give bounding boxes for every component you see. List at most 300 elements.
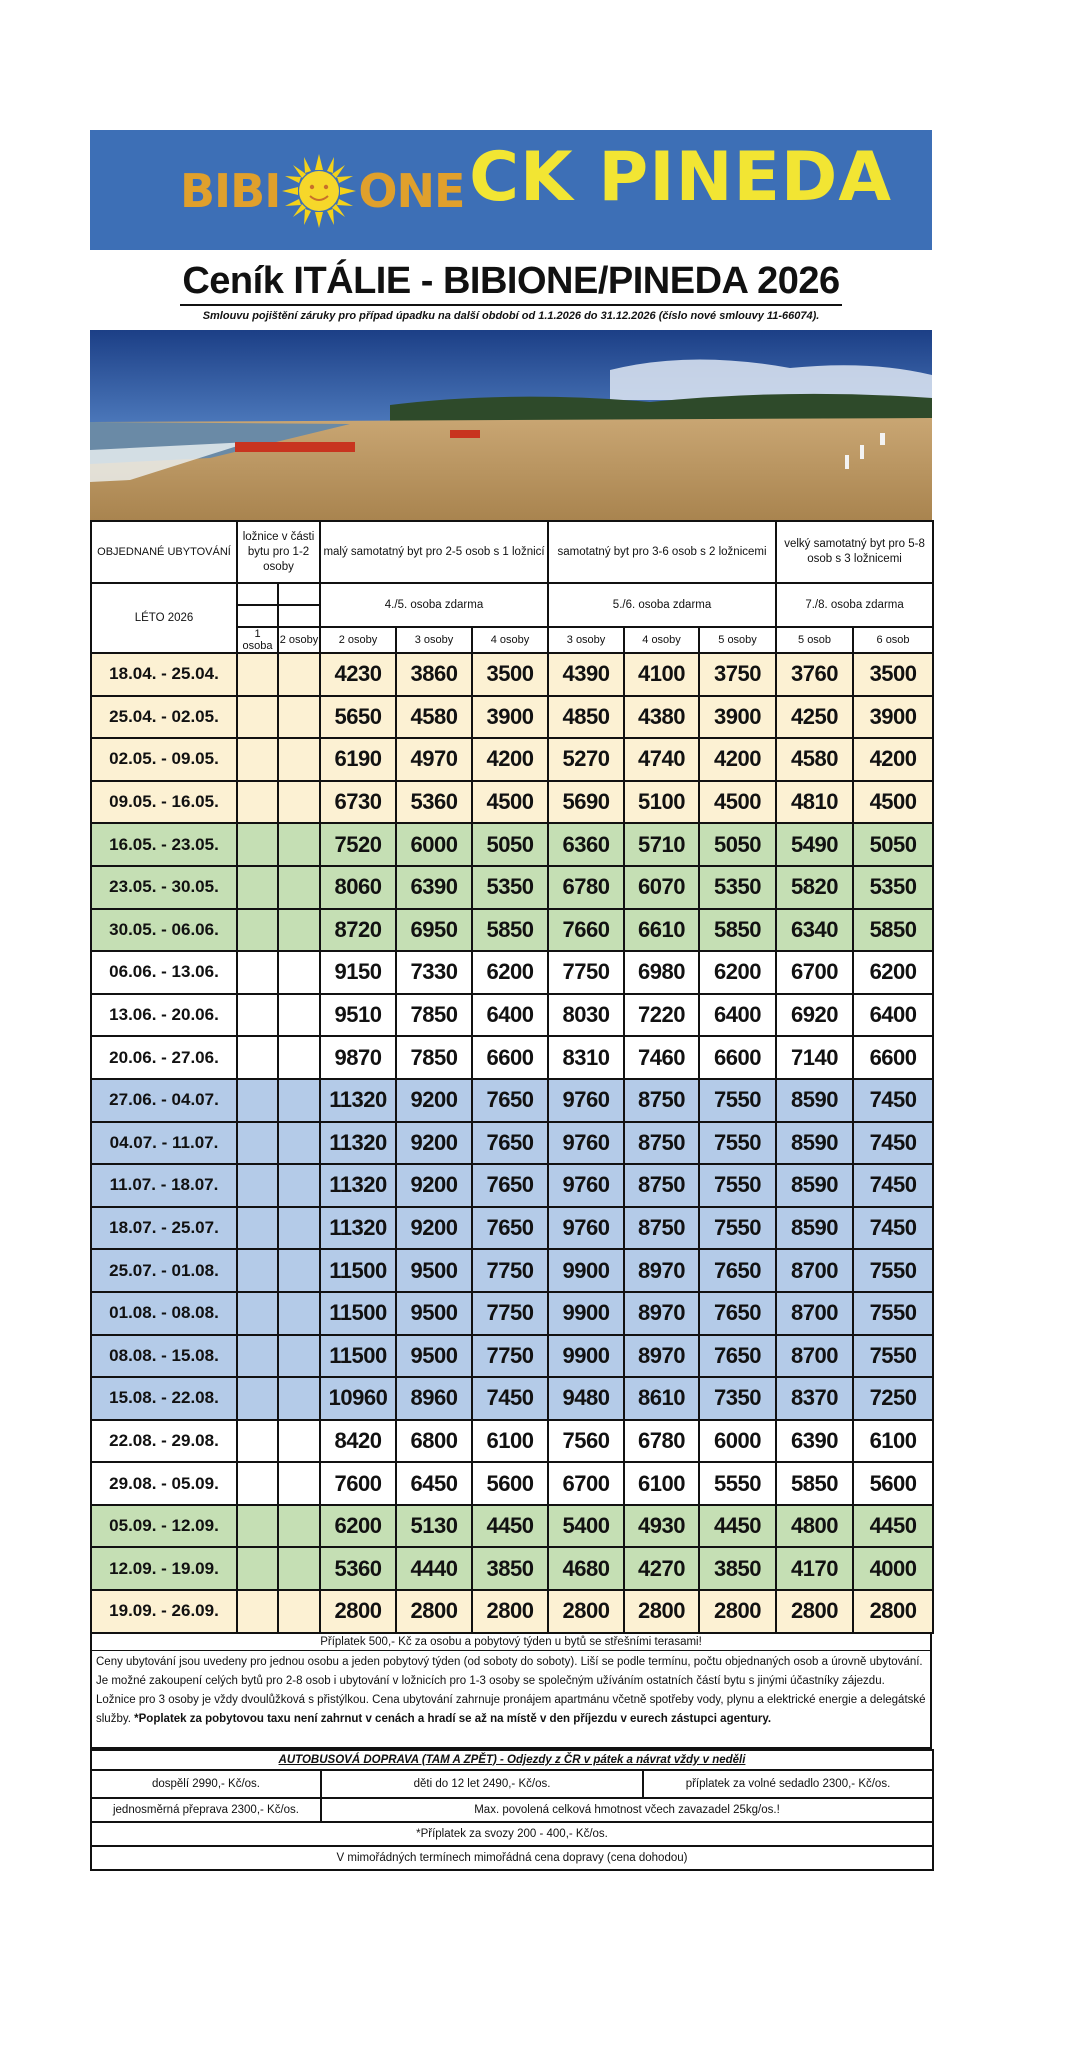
price-cell: 4270 (624, 1547, 699, 1590)
bedroom-price-empty (237, 1207, 278, 1250)
persons-header: 3 osoby (396, 627, 472, 653)
price-cell: 6200 (699, 951, 776, 994)
price-cell: 6700 (548, 1462, 624, 1505)
price-cell: 9900 (548, 1335, 624, 1378)
price-cell: 7750 (472, 1249, 548, 1292)
bedroom-price-empty (237, 994, 278, 1037)
tax-note: *Poplatek za pobytovou taxu není zahrnut v cenách a hradí se až na místě v den příjezdu v eurech zástupci agentury. (134, 1712, 772, 1725)
bedroom-price-empty (278, 1164, 320, 1207)
price-cell: 4200 (853, 738, 933, 781)
bedroom-price-empty (278, 823, 320, 866)
price-cell: 10960 (320, 1377, 396, 1420)
notes-body: Ceny ubytování jsou uvedeny pro jednou osobu a jeden pobytový týden (od soboty do soboty). Liší se podle termínu, počtu objednaných osob a úrovně ubytování. Je možné zakoupení celých bytů pro 2-8 osob i ubytování v ložnicích pro 1-3 osoby se společným užíváním ostatních částí bytu s jinými účastníky zájezdu. Ložnice pro 3 osoby je vždy dvoulůžková s přistýlkou. Cena ubytování zahrnuje pronájem apartmánu včetně spotřeby vody, plynu a elektrické energie a delegátské služby. (96, 1655, 926, 1725)
price-cell: 7750 (472, 1292, 548, 1335)
price-cell: 4580 (396, 696, 472, 739)
price-cell: 4100 (624, 653, 699, 696)
price-cell: 7650 (472, 1164, 548, 1207)
pickup-note: *Příplatek za svozy 200 - 400,- Kč/os. (91, 1822, 933, 1846)
header-season: LÉTO 2026 (91, 583, 237, 653)
bedroom-price-empty (237, 1036, 278, 1079)
price-cell: 3750 (699, 653, 776, 696)
bedroom-price-empty (237, 909, 278, 952)
price-cell: 5650 (320, 696, 396, 739)
price-row (91, 1547, 933, 1590)
price-cell: 11320 (320, 1164, 396, 1207)
price-cell: 9500 (396, 1335, 472, 1378)
price-row (91, 1335, 933, 1378)
price-cell: 9200 (396, 1207, 472, 1250)
bedroom-price-empty (278, 1505, 320, 1548)
price-cell: 7650 (699, 1335, 776, 1378)
persons-header: 4 osoby (472, 627, 548, 653)
price-cell: 8590 (776, 1164, 853, 1207)
price-cell: 3900 (472, 696, 548, 739)
bedroom-price-empty (237, 653, 278, 696)
header-free-large: 7./8. osoba zdarma (776, 583, 933, 627)
bedroom-price-empty (278, 1249, 320, 1292)
bedroom-price-empty (278, 738, 320, 781)
notes-block (90, 1634, 932, 1749)
price-cell: 4440 (396, 1547, 472, 1590)
price-cell: 3850 (472, 1547, 548, 1590)
price-cell: 7250 (853, 1377, 933, 1420)
price-cell: 6100 (472, 1420, 548, 1463)
price-cell: 6920 (776, 994, 853, 1037)
bedroom-price-empty (278, 1207, 320, 1250)
bedroom-price-empty (278, 1547, 320, 1590)
price-cell: 6360 (548, 823, 624, 866)
price-cell: 8030 (548, 994, 624, 1037)
price-cell: 8590 (776, 1207, 853, 1250)
price-cell: 9200 (396, 1164, 472, 1207)
price-row (91, 653, 933, 696)
price-cell: 4580 (776, 738, 853, 781)
price-cell: 6400 (699, 994, 776, 1037)
price-row (91, 951, 933, 994)
bedroom-price-empty (278, 1462, 320, 1505)
date-range: 20.06. - 27.06. (91, 1036, 237, 1079)
price-cell: 6400 (853, 994, 933, 1037)
bedroom-price-empty (278, 1079, 320, 1122)
price-cell: 6000 (699, 1420, 776, 1463)
price-cell: 9500 (396, 1249, 472, 1292)
price-cell: 8750 (624, 1164, 699, 1207)
date-range: 18.07. - 25.07. (91, 1207, 237, 1250)
price-list-sheet (90, 130, 932, 1871)
date-range: 22.08. - 29.08. (91, 1420, 237, 1463)
price-cell: 8970 (624, 1249, 699, 1292)
header-bedroom: ložnice v části bytu pro 1-2 osoby (237, 521, 320, 583)
price-row (91, 1505, 933, 1548)
price-cell: 5270 (548, 738, 624, 781)
date-range: 11.07. - 18.07. (91, 1164, 237, 1207)
price-cell: 8750 (624, 1079, 699, 1122)
price-cell: 2800 (472, 1590, 548, 1633)
header-large-apartment: velký samotatný byt pro 5-8 osob s 3 ložnicemi (776, 521, 933, 583)
price-row (91, 1207, 933, 1250)
price-cell: 7650 (472, 1079, 548, 1122)
price-cell: 6100 (624, 1462, 699, 1505)
price-cell: 8970 (624, 1292, 699, 1335)
price-cell: 9500 (396, 1292, 472, 1335)
date-range: 25.04. - 02.05. (91, 696, 237, 739)
price-cell: 7550 (699, 1079, 776, 1122)
price-cell: 6390 (776, 1420, 853, 1463)
price-cell: 6600 (699, 1036, 776, 1079)
date-range: 04.07. - 11.07. (91, 1122, 237, 1165)
price-cell: 6200 (472, 951, 548, 994)
price-cell: 7450 (853, 1207, 933, 1250)
price-cell: 4000 (853, 1547, 933, 1590)
price-cell: 7550 (699, 1164, 776, 1207)
price-cell: 7140 (776, 1036, 853, 1079)
header-ordered: OBJEDNANÉ UBYTOVÁNÍ (91, 521, 237, 583)
header-blank (237, 583, 278, 605)
price-cell: 5400 (548, 1505, 624, 1548)
price-cell: 5550 (699, 1462, 776, 1505)
bedroom-price-empty (237, 1505, 278, 1548)
price-cell: 4390 (548, 653, 624, 696)
fare-seat: příplatek za volné sedadlo 2300,- Kč/os. (643, 1770, 933, 1798)
price-cell: 8720 (320, 909, 396, 952)
price-cell: 6600 (853, 1036, 933, 1079)
price-cell: 4970 (396, 738, 472, 781)
price-cell: 11320 (320, 1079, 396, 1122)
price-cell: 4800 (776, 1505, 853, 1548)
price-cell: 2800 (699, 1590, 776, 1633)
price-cell: 6780 (624, 1420, 699, 1463)
price-cell: 4810 (776, 781, 853, 824)
price-cell: 5600 (472, 1462, 548, 1505)
bedroom-price-empty (237, 1547, 278, 1590)
price-cell: 4850 (548, 696, 624, 739)
price-cell: 8370 (776, 1377, 853, 1420)
price-row (91, 1377, 933, 1420)
price-row (91, 1420, 933, 1463)
persons-header: 3 osoby (548, 627, 624, 653)
price-cell: 5710 (624, 823, 699, 866)
transport-title: AUTOBUSOVÁ DOPRAVA (TAM A ZPĚT) - Odjezdy z ČR v pátek a návrat vždy v neděli (91, 1750, 933, 1770)
bedroom-price-empty (237, 1122, 278, 1165)
price-row (91, 866, 933, 909)
price-cell: 5820 (776, 866, 853, 909)
price-cell: 4380 (624, 696, 699, 739)
price-cell: 5850 (699, 909, 776, 952)
price-cell: 6800 (396, 1420, 472, 1463)
price-cell: 5050 (472, 823, 548, 866)
price-cell: 8590 (776, 1122, 853, 1165)
bedroom-price-empty (237, 866, 278, 909)
price-cell: 4680 (548, 1547, 624, 1590)
price-cell: 3900 (699, 696, 776, 739)
fare-children: děti do 12 let 2490,- Kč/os. (321, 1770, 643, 1798)
bedroom-price-empty (237, 1590, 278, 1633)
price-row (91, 1122, 933, 1165)
price-cell: 9150 (320, 951, 396, 994)
header-blank (278, 583, 320, 605)
price-cell: 2800 (396, 1590, 472, 1633)
price-cell: 8590 (776, 1079, 853, 1122)
banner (90, 130, 932, 250)
bedroom-price-empty (237, 781, 278, 824)
price-cell: 5130 (396, 1505, 472, 1548)
price-cell: 7850 (396, 1036, 472, 1079)
date-range: 23.05. - 30.05. (91, 866, 237, 909)
price-cell: 9760 (548, 1164, 624, 1207)
bedroom-price-empty (237, 738, 278, 781)
bedroom-price-empty (278, 1420, 320, 1463)
price-cell: 3850 (699, 1547, 776, 1590)
price-cell: 6200 (853, 951, 933, 994)
price-cell: 7600 (320, 1462, 396, 1505)
price-row (91, 1079, 933, 1122)
luggage-note: Max. povolená celková hmotnost včech zavazadel 25kg/os.! (321, 1798, 933, 1822)
price-cell: 8060 (320, 866, 396, 909)
price-row (91, 1292, 933, 1335)
bedroom-price-empty (237, 1462, 278, 1505)
price-cell: 7550 (853, 1335, 933, 1378)
persons-header: 2 osoby (320, 627, 396, 653)
extra-dates-note: V mimořádných termínech mimořádná cena dopravy (cena dohodou) (91, 1846, 933, 1870)
date-range: 09.05. - 16.05. (91, 781, 237, 824)
price-cell: 7460 (624, 1036, 699, 1079)
bedroom-price-empty (237, 696, 278, 739)
price-cell: 6700 (776, 951, 853, 994)
logo-text-right: ONE (358, 164, 465, 218)
price-cell: 9510 (320, 994, 396, 1037)
price-cell: 2800 (776, 1590, 853, 1633)
date-range: 15.08. - 22.08. (91, 1377, 237, 1420)
persons-header: 1 osoba (237, 627, 278, 653)
price-cell: 8750 (624, 1122, 699, 1165)
price-cell: 7330 (396, 951, 472, 994)
fare-adults: dospělí 2990,- Kč/os. (91, 1770, 321, 1798)
bedroom-price-empty (278, 951, 320, 994)
price-row (91, 1036, 933, 1079)
fare-oneway: jednosměrná přeprava 2300,- Kč/os. (91, 1798, 321, 1822)
price-cell: 7550 (699, 1207, 776, 1250)
bedroom-price-empty (237, 951, 278, 994)
price-row (91, 738, 933, 781)
price-cell: 3500 (853, 653, 933, 696)
price-cell: 5850 (472, 909, 548, 952)
price-cell: 6070 (624, 866, 699, 909)
date-range: 27.06. - 04.07. (91, 1079, 237, 1122)
page-title: Ceník ITÁLIE - BIBIONE/PINEDA 2026 (180, 258, 841, 306)
bedroom-price-empty (237, 1249, 278, 1292)
bedroom-price-empty (237, 1335, 278, 1378)
price-cell: 6340 (776, 909, 853, 952)
price-cell: 7450 (472, 1377, 548, 1420)
bedroom-price-empty (278, 1377, 320, 1420)
price-cell: 9480 (548, 1377, 624, 1420)
price-row (91, 1462, 933, 1505)
price-cell: 7750 (548, 951, 624, 994)
price-cell: 5600 (853, 1462, 933, 1505)
bedroom-price-empty (278, 1335, 320, 1378)
price-cell: 5850 (776, 1462, 853, 1505)
price-cell: 9200 (396, 1079, 472, 1122)
price-cell: 7750 (472, 1335, 548, 1378)
price-cell: 6200 (320, 1505, 396, 1548)
price-cell: 6100 (853, 1420, 933, 1463)
price-cell: 8420 (320, 1420, 396, 1463)
bedroom-price-empty (278, 1292, 320, 1335)
price-cell: 6450 (396, 1462, 472, 1505)
price-cell: 7650 (472, 1122, 548, 1165)
price-cell: 7550 (853, 1249, 933, 1292)
price-cell: 4930 (624, 1505, 699, 1548)
bedroom-price-empty (237, 1292, 278, 1335)
price-cell: 9760 (548, 1207, 624, 1250)
price-cell: 4230 (320, 653, 396, 696)
price-cell: 6400 (472, 994, 548, 1037)
price-cell: 11320 (320, 1207, 396, 1250)
price-cell: 3760 (776, 653, 853, 696)
price-cell: 4250 (776, 696, 853, 739)
bedroom-price-empty (278, 653, 320, 696)
date-range: 16.05. - 23.05. (91, 823, 237, 866)
price-rows (91, 653, 933, 1633)
price-cell: 8700 (776, 1335, 853, 1378)
date-range: 02.05. - 09.05. (91, 738, 237, 781)
header-blank (237, 605, 278, 627)
header-free-small: 4./5. osoba zdarma (320, 583, 548, 627)
price-cell: 5360 (320, 1547, 396, 1590)
price-cell: 8310 (548, 1036, 624, 1079)
price-cell: 8970 (624, 1335, 699, 1378)
price-cell: 11320 (320, 1122, 396, 1165)
price-cell: 7450 (853, 1164, 933, 1207)
price-cell: 9870 (320, 1036, 396, 1079)
persons-header: 4 osoby (624, 627, 699, 653)
price-cell: 7660 (548, 909, 624, 952)
price-cell: 9900 (548, 1292, 624, 1335)
price-cell: 2800 (624, 1590, 699, 1633)
persons-header: 6 osob (853, 627, 933, 653)
price-cell: 8610 (624, 1377, 699, 1420)
brand-name: CK PINEDA (469, 138, 892, 217)
price-row (91, 823, 933, 866)
header-small-apartment: malý samotatný byt pro 2-5 osob s 1 ložnicí (320, 521, 548, 583)
price-cell: 7450 (853, 1122, 933, 1165)
price-cell: 7350 (699, 1377, 776, 1420)
price-cell: 6950 (396, 909, 472, 952)
price-row (91, 1164, 933, 1207)
price-cell: 5350 (472, 866, 548, 909)
price-cell: 4500 (472, 781, 548, 824)
price-cell: 7560 (548, 1420, 624, 1463)
price-cell: 7650 (699, 1249, 776, 1292)
bedroom-price-empty (278, 994, 320, 1037)
bedroom-price-empty (237, 1420, 278, 1463)
bedroom-price-empty (237, 1377, 278, 1420)
date-range: 06.06. - 13.06. (91, 951, 237, 994)
price-row (91, 1590, 933, 1633)
price-cell: 11500 (320, 1292, 396, 1335)
price-cell: 6610 (624, 909, 699, 952)
price-cell: 5850 (853, 909, 933, 952)
date-range: 18.04. - 25.04. (91, 653, 237, 696)
price-row (91, 909, 933, 952)
price-cell: 4170 (776, 1547, 853, 1590)
price-cell: 8750 (624, 1207, 699, 1250)
price-cell: 6390 (396, 866, 472, 909)
price-cell: 4500 (853, 781, 933, 824)
price-cell: 5350 (853, 866, 933, 909)
price-cell: 8700 (776, 1249, 853, 1292)
price-cell: 6600 (472, 1036, 548, 1079)
price-cell: 5100 (624, 781, 699, 824)
date-range: 05.09. - 12.09. (91, 1505, 237, 1548)
price-cell: 4740 (624, 738, 699, 781)
price-cell: 7650 (472, 1207, 548, 1250)
price-cell: 2800 (320, 1590, 396, 1633)
price-cell: 5690 (548, 781, 624, 824)
bedroom-price-empty (278, 696, 320, 739)
price-cell: 2800 (853, 1590, 933, 1633)
roof-terrace-note: Příplatek 500,- Kč za osobu a pobytový týden u bytů se střešními terasami! (92, 1634, 930, 1651)
price-cell: 11500 (320, 1335, 396, 1378)
price-cell: 3500 (472, 653, 548, 696)
price-cell: 4200 (472, 738, 548, 781)
date-range: 08.08. - 15.08. (91, 1335, 237, 1378)
price-cell: 6780 (548, 866, 624, 909)
price-cell: 5050 (699, 823, 776, 866)
price-row (91, 994, 933, 1037)
price-row (91, 781, 933, 824)
header-apartment: samotatný byt pro 3-6 osob s 2 ložnicemi (548, 521, 776, 583)
price-cell: 9760 (548, 1079, 624, 1122)
price-cell: 5490 (776, 823, 853, 866)
price-cell: 8960 (396, 1377, 472, 1420)
price-cell: 7220 (624, 994, 699, 1037)
date-range: 13.06. - 20.06. (91, 994, 237, 1037)
notes-text (92, 1651, 930, 1747)
price-cell: 4450 (853, 1505, 933, 1548)
price-cell: 4450 (699, 1505, 776, 1548)
price-cell: 7520 (320, 823, 396, 866)
persons-header: 2 osoby (278, 627, 320, 653)
price-cell: 6000 (396, 823, 472, 866)
price-cell: 3860 (396, 653, 472, 696)
bedroom-price-empty (278, 1590, 320, 1633)
price-cell: 8700 (776, 1292, 853, 1335)
persons-header: 5 osob (776, 627, 853, 653)
price-cell: 9760 (548, 1122, 624, 1165)
price-cell: 6730 (320, 781, 396, 824)
title-block (90, 250, 932, 330)
date-range: 30.05. - 06.06. (91, 909, 237, 952)
logo-text-left: BIBI (180, 164, 281, 218)
price-cell: 7550 (853, 1292, 933, 1335)
price-cell: 7650 (699, 1292, 776, 1335)
price-cell: 4450 (472, 1505, 548, 1548)
bedroom-price-empty (278, 1036, 320, 1079)
price-cell: 7450 (853, 1079, 933, 1122)
bedroom-price-empty (237, 823, 278, 866)
sun-icon (282, 154, 356, 228)
price-table (90, 520, 934, 1634)
price-row (91, 696, 933, 739)
price-cell: 7550 (699, 1122, 776, 1165)
price-cell: 9900 (548, 1249, 624, 1292)
price-cell: 9200 (396, 1122, 472, 1165)
bedroom-price-empty (237, 1164, 278, 1207)
persons-header: 5 osoby (699, 627, 776, 653)
price-cell: 4500 (699, 781, 776, 824)
date-range: 29.08. - 05.09. (91, 1462, 237, 1505)
